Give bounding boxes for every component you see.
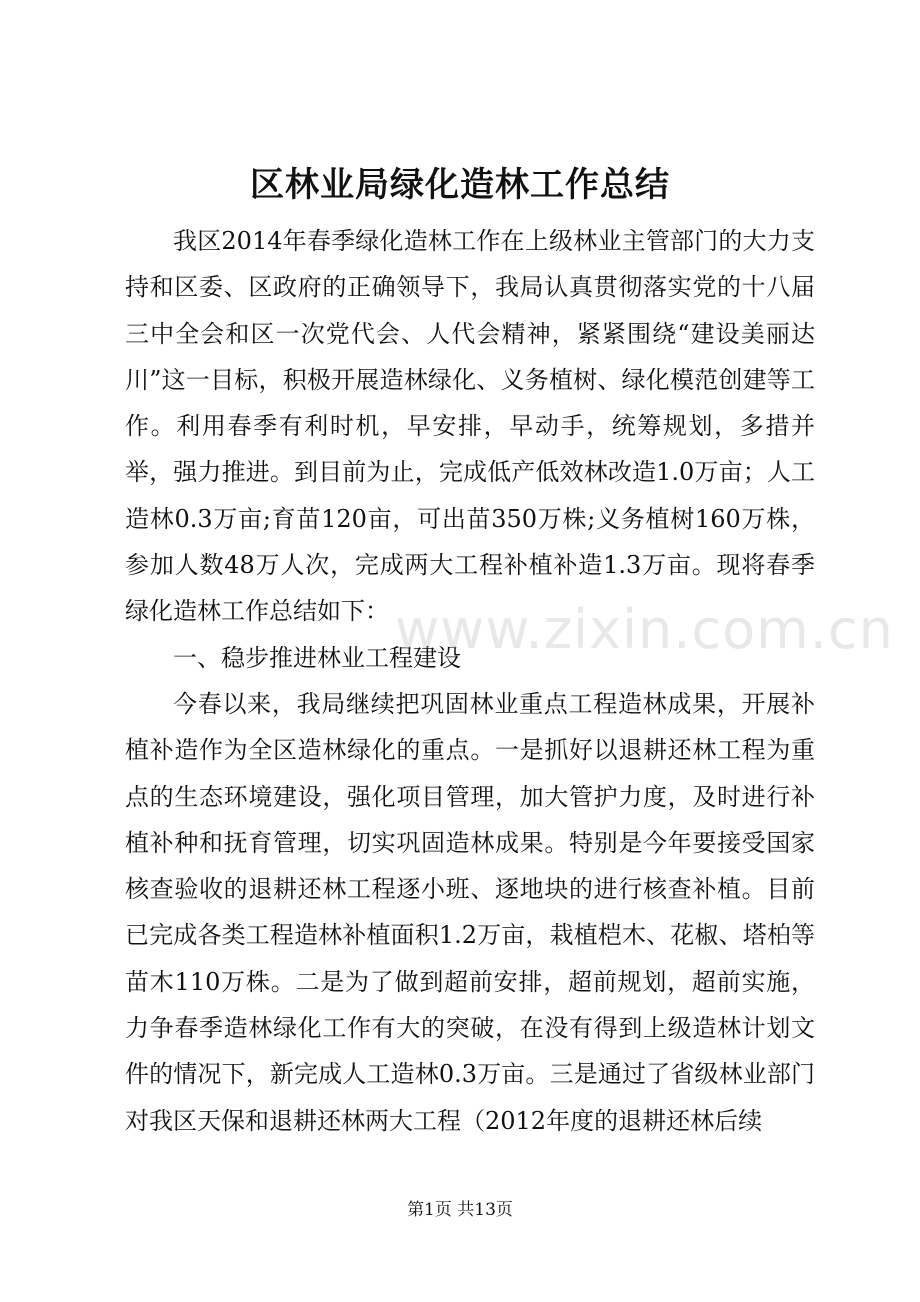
paragraph-intro: 我区2014年春季绿化造林工作在上级林业主管部门的大力支持和区委、区政府的正确领导下，我局认真贯彻落实党的十八届三中全会和区一次党代会、人代会精神，紧紧围绕“建设美丽达川”这一目标，积极开展造林绿化、义务植树、绿化模范创建等工作。利用春季有利时机，早安排，早动手，统筹规划，多措并举，强力推进。到目前为止，完成低产低效林改造1.0万亩；人工造林0.3万亩;育苗120亩，可出苗350万株;义务植树160万株，参加人数48万人次，完成两大工程补植补造1.3万亩。现将春季绿化造林工作总结如下： — [125, 227, 815, 626]
document-title: 区林业局绿化造林工作总结 — [250, 165, 670, 205]
paragraph-section-1: 今春以来，我局继续把巩固林业重点工程造林成果，开展补植补造作为全区造林绿化的重点。一是抓好以退耕还林工程为重点的生态环境建设，强化项目管理，加大管护力度，及时进行补植补种和抚育管理，切实巩固造林成果。特别是今年要接受国家核查验收的退耕还林工程逐小班、逐地块的进行核查补植。目前已完成各类工程造林补植面积1.2万亩，栽植桤木、花椒、塔柏等苗木110万株。二是为了做到超前安排，超前规划，超前实施，力争春季造林绿化工作有大的突破，在没有得到上级造林计划文件的情况下，新完成人工造林0.3万亩。三是通过了省级林业部门对我区天保和退耕还林两大工程（2012年度的退耕还林后续 — [125, 689, 815, 1135]
document-body — [125, 218, 815, 1144]
section-heading-1: 一、稳步推进林业工程建设 — [173, 643, 461, 672]
watermark-text: www.zixin.com.cn — [395, 598, 894, 661]
page-footer: 第1页 共13页 — [407, 1200, 513, 1220]
